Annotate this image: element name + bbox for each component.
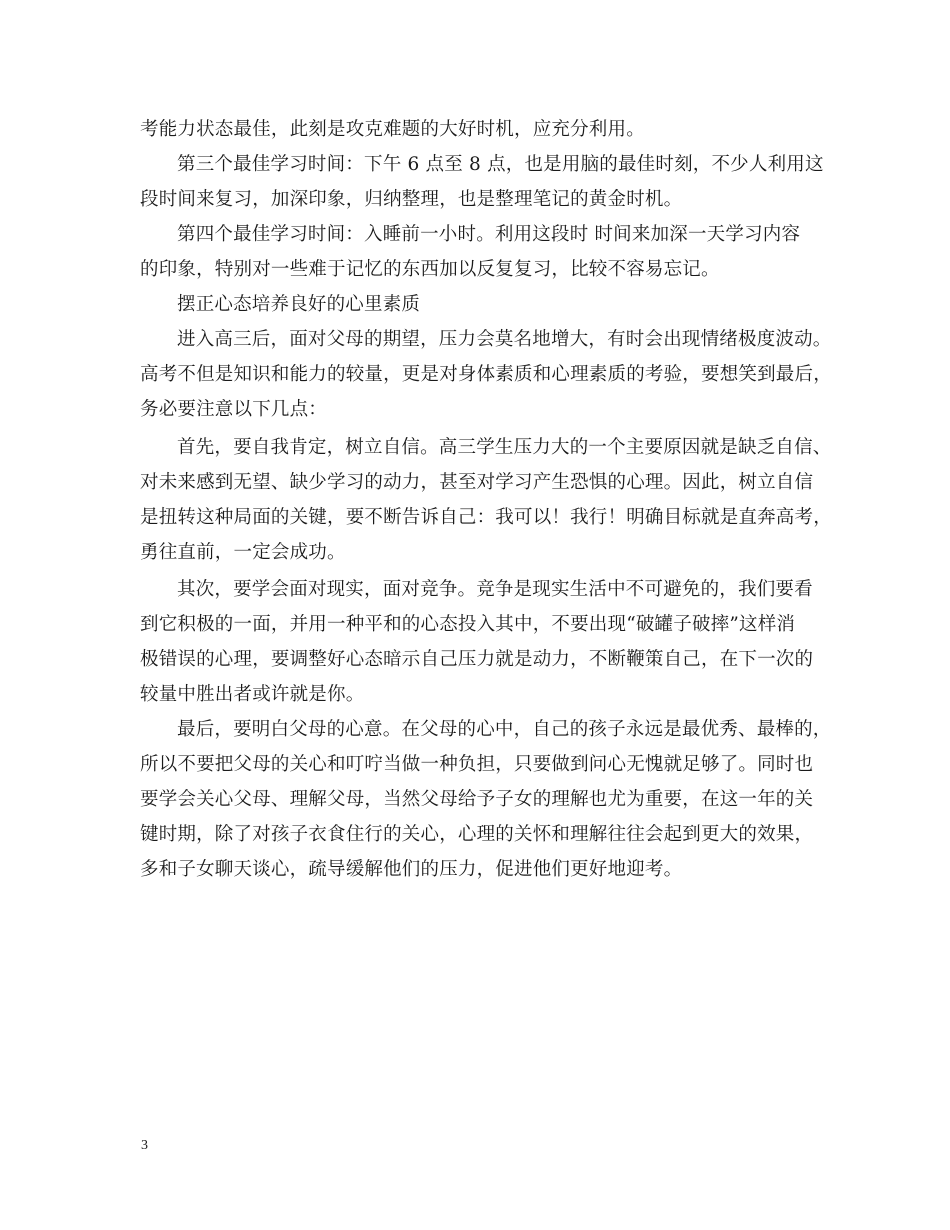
text-line: 所以不要把父母的关心和叮咛当做一种负担，只要做到问心无愧就足够了。同时也 bbox=[140, 754, 814, 775]
text-line: 务必要注意以下几点： bbox=[140, 399, 328, 420]
text-line: 高考不但是知识和能力的较量，更是对身体素质和心理素质的考验，要想笑到最后， bbox=[140, 364, 832, 385]
paragraph-first-line: 首先，要自我肯定，树立自信。高三学生压力大的一个主要原因就是缺乏自信、 bbox=[177, 437, 832, 458]
page-number: 3 bbox=[141, 1138, 148, 1153]
text-line: 的印象，特别对一些难于记忆的东西加以反复复习，比较不容易忘记。 bbox=[140, 259, 720, 280]
section-heading: 摆正心态培养良好的心里素质 bbox=[177, 294, 421, 315]
text-line: 是扭转这种局面的关键，要不断告诉自己：我可以！我行！明确目标就是直奔高考， bbox=[140, 507, 832, 528]
text-line: 较量中胜出者或许就是你。 bbox=[140, 684, 365, 705]
paragraph-first-line: 第三个最佳学习时间：下午 6 点至 8 点，也是用脑的最佳时刻，不少人利用这 bbox=[177, 154, 824, 175]
text-line: 考能力状态最佳，此刻是攻克难题的大好时机，应充分利用。 bbox=[140, 119, 645, 140]
paragraph-first-line: 其次，要学会面对现实，面对竞争。竞争是现实生活中不可避免的，我们要看 bbox=[177, 579, 813, 600]
paragraph-first-line: 进入高三后，面对父母的期望，压力会莫名地增大，有时会出现情绪极度波动。 bbox=[177, 329, 832, 350]
text-line: 多和子女聊天谈心，疏导缓解他们的压力，促进他们更好地迎考。 bbox=[140, 859, 683, 880]
text-line: 段时间来复习，加深印象，归纳整理，也是整理笔记的黄金时机。 bbox=[140, 189, 683, 210]
text-line: 对未来感到无望、缺少学习的动力，甚至对学习产生恐惧的心理。因此，树立自信 bbox=[140, 472, 814, 493]
text-line: 到它积极的一面，并用一种平和的心态投入其中，不要出现“破罐子破摔”这样消 bbox=[140, 614, 796, 635]
paragraph-first-line: 最后，要明白父母的心意。在父母的心中，自己的孩子永远是最优秀、最棒的， bbox=[177, 719, 832, 740]
text-line: 键时期，除了对孩子衣食住行的关心，心理的关怀和理解往往会起到更大的效果， bbox=[140, 824, 814, 845]
text-line: 勇往直前，一定会成功。 bbox=[140, 542, 346, 563]
paragraph-first-line: 第四个最佳学习时间：入睡前一小时。利用这段时 时间来加深一天学习内容 bbox=[177, 224, 801, 245]
text-line: 极错误的心理，要调整好心态暗示自己压力就是动力，不断鞭策自己，在下一次的 bbox=[140, 649, 814, 670]
text-line: 要学会关心父母、理解父母，当然父母给予子女的理解也尤为重要，在这一年的关 bbox=[140, 789, 814, 810]
